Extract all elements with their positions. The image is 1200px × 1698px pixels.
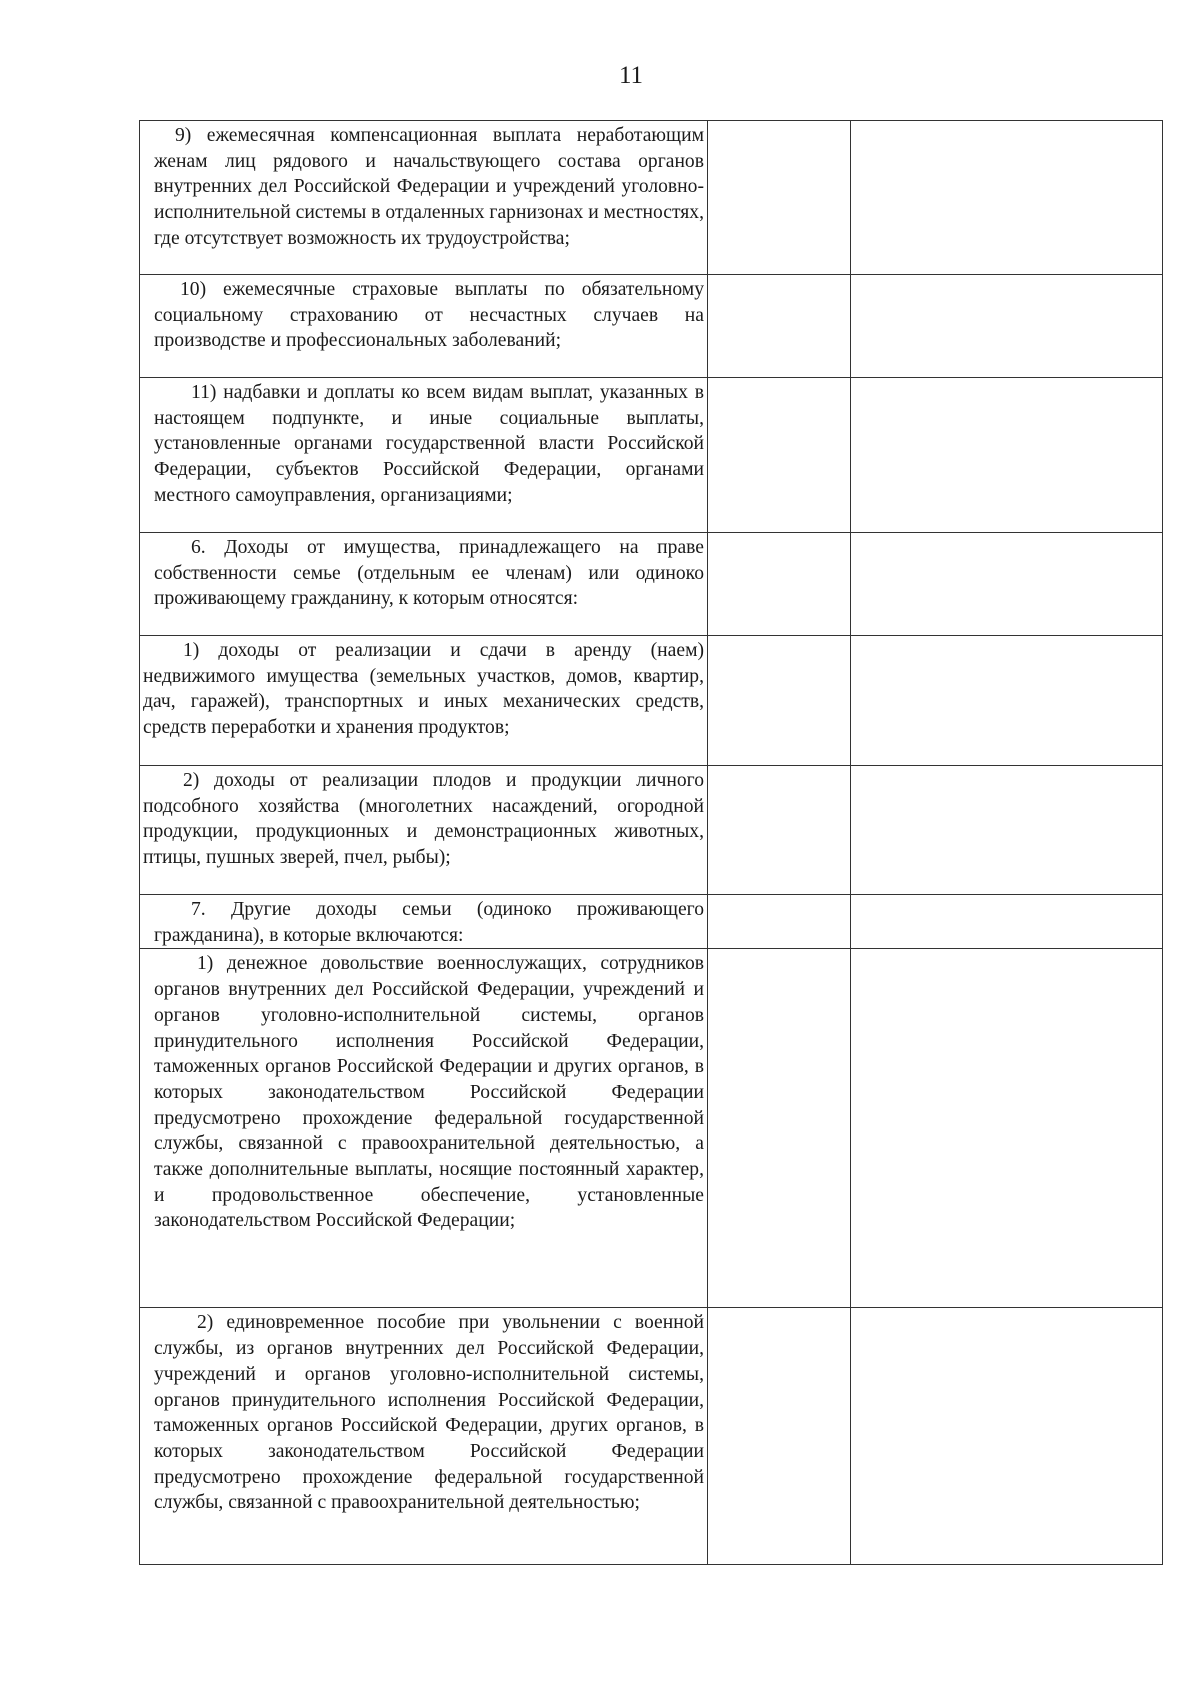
table-cell-description xyxy=(140,1308,708,1565)
table-row xyxy=(140,275,1163,378)
table-cell-col2 xyxy=(708,121,851,275)
table-cell-col2 xyxy=(708,533,851,636)
table-row xyxy=(140,949,1163,1308)
table-cell-description xyxy=(140,895,708,949)
row-text: 7. Другие доходы семьи (одиноко проживающего гражданина), в которые включаются: xyxy=(154,899,704,946)
table-cell-col2 xyxy=(708,949,851,1308)
table-cell-col3 xyxy=(851,121,1163,275)
table-cell-col2 xyxy=(708,378,851,533)
table-cell-col2 xyxy=(708,766,851,895)
row-text: 2) доходы от реализации плодов и продукции личного подсобного хозяйства (многолетних насаждений, огородной продукции, продукционных и демонстрационных животных, птицы, пушных зверей, пчел, рыбы); xyxy=(143,770,704,869)
row-text: 9) ежемесячная компенсационная выплата неработающим женам лиц рядового и начальствующего состава органов внутренних дел Российской Федерации и учреждений уголовно-исполнительной системы в отдаленных гарнизонах и местностях, где отсутствует возможность их трудоустройства; xyxy=(154,125,704,249)
table-row xyxy=(140,766,1163,895)
table-cell-col2 xyxy=(708,636,851,766)
row-text: 6. Доходы от имущества, принадлежащего на праве собственности семье (отдельным ее членам) или одиноко проживающему гражданину, к которым относятся: xyxy=(154,537,704,610)
table-cell-col2 xyxy=(708,1308,851,1565)
table-cell-description xyxy=(140,949,708,1308)
table-cell-description xyxy=(140,766,708,895)
table-row xyxy=(140,895,1163,949)
table-cell-description xyxy=(140,378,708,533)
table-cell-col2 xyxy=(708,275,851,378)
row-text: 2) единовременное пособие при увольнении с военной службы, из органов внутренних дел Российской Федерации, учреждений и органов уголовно-исполнительной системы, органов принудительного исполнения Российской Федерации, таможенных органов Российской Федерации, других органов, в которых законодательством Российской Федерации предусмотрено прохождение федеральной государственной службы, связанной с правоохранительной деятельностью; xyxy=(154,1312,704,1514)
table-row xyxy=(140,533,1163,636)
table-cell-description xyxy=(140,121,708,275)
table-row xyxy=(140,121,1163,275)
row-text: 10) ежемесячные страховые выплаты по обязательному социальному страхованию от несчастных случаев на производстве и профессиональных заболеваний; xyxy=(154,279,704,352)
table-cell-col3 xyxy=(851,636,1163,766)
table-cell-col3 xyxy=(851,949,1163,1308)
table-cell-col3 xyxy=(851,378,1163,533)
table-row xyxy=(140,636,1163,766)
row-text: 1) денежное довольствие военнослужащих, сотрудников органов внутренних дел Российской Федерации, учреждений и органов уголовно-исполнительной системы, органов принудительного исполнения Российской Федерации, таможенных органов Российской Федерации и других органов, в которых законодательством Российской Федерации предусмотрено прохождение федеральной государственной службы, связанной с правоохранительной деятельностью, а также дополнительные выплаты, носящие постоянный характер, и продовольственное обеспечение, установленные законодательством Российской Федерации; xyxy=(154,953,704,1232)
row-text: 11) надбавки и доплаты ко всем видам выплат, указанных в настоящем подпункте, и иные социальные выплаты, установленные органами государственной власти Российской Федерации, субъектов Российской Федерации, органами местного самоуправления, организациями; xyxy=(154,382,704,506)
table-cell-col3 xyxy=(851,766,1163,895)
table-cell-col2 xyxy=(708,895,851,949)
page-number: 11 xyxy=(618,62,644,89)
table-cell-description xyxy=(140,636,708,766)
table-cell-description xyxy=(140,275,708,378)
table-cell-description xyxy=(140,533,708,636)
row-text: 1) доходы от реализации и сдачи в аренду (наем) недвижимого имущества (земельных участков, домов, квартир, дач, гаражей), транспортных и иных механических средств, средств переработки и хранения продуктов; xyxy=(143,640,704,739)
table-cell-col3 xyxy=(851,533,1163,636)
table-cell-col3 xyxy=(851,895,1163,949)
table-cell-col3 xyxy=(851,275,1163,378)
table-cell-col3 xyxy=(851,1308,1163,1565)
table-row xyxy=(140,1308,1163,1565)
income-table xyxy=(139,120,1163,1565)
table-row xyxy=(140,378,1163,533)
